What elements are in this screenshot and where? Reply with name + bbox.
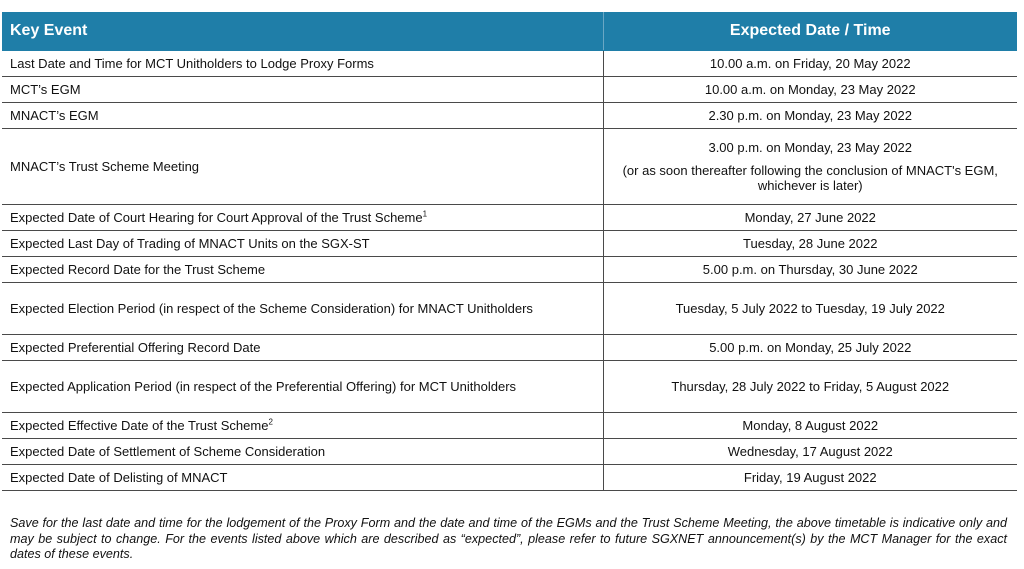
event-cell: Expected Date of Delisting of MNACT [2, 465, 603, 491]
date-cell: Wednesday, 17 August 2022 [603, 439, 1017, 465]
table-row [2, 283, 1017, 335]
event-cell: MNACT’s EGM [2, 103, 603, 129]
date-note: (or as soon thereafter following the conclusion of MNACT's EGM, whichever is later) [622, 163, 998, 193]
date-cell: 2.30 p.m. on Monday, 23 May 2022 [603, 103, 1017, 129]
event-text: Expected Effective Date of the Trust Scheme [10, 418, 269, 433]
key-events-table [2, 12, 1017, 491]
event-cell [2, 413, 603, 439]
header-expected-date: Expected Date / Time [603, 12, 1017, 51]
table-row [2, 51, 1017, 77]
date-cell [603, 129, 1017, 205]
date-cell: 5.00 p.m. on Thursday, 30 June 2022 [603, 257, 1017, 283]
event-cell: Last Date and Time for MCT Unitholders to Lodge Proxy Forms [2, 51, 603, 77]
table-header-row [2, 12, 1017, 51]
event-cell: Expected Preferential Offering Record Date [2, 335, 603, 361]
table-row [2, 77, 1017, 103]
table-row [2, 361, 1017, 413]
event-cell: Expected Last Day of Trading of MNACT Units on the SGX-ST [2, 231, 603, 257]
event-cell: Expected Election Period (in respect of the Scheme Consideration) for MNACT Unitholders [2, 283, 603, 335]
table-row [2, 103, 1017, 129]
date-cell: Friday, 19 August 2022 [603, 465, 1017, 491]
event-text: Expected Date of Court Hearing for Court Approval of the Trust Scheme [10, 210, 423, 225]
date-cell: Thursday, 28 July 2022 to Friday, 5 August 2022 [603, 361, 1017, 413]
event-cell: MNACT’s Trust Scheme Meeting [2, 129, 603, 205]
event-cell: Expected Application Period (in respect of the Preferential Offering) for MCT Unitholders [2, 361, 603, 413]
date-cell: 10.00 a.m. on Monday, 23 May 2022 [603, 77, 1017, 103]
table-row [2, 231, 1017, 257]
date-cell: 5.00 p.m. on Monday, 25 July 2022 [603, 335, 1017, 361]
date-cell: Tuesday, 5 July 2022 to Tuesday, 19 July 2022 [603, 283, 1017, 335]
header-key-event: Key Event [2, 12, 603, 51]
date-cell: Monday, 8 August 2022 [603, 413, 1017, 439]
table-row [2, 413, 1017, 439]
footnote-marker: 2 [268, 417, 273, 427]
date-text: 3.00 p.m. on Monday, 23 May 2022 [708, 140, 913, 155]
table-row [2, 257, 1017, 283]
event-cell: Expected Record Date for the Trust Scheme [2, 257, 603, 283]
date-cell: Monday, 27 June 2022 [603, 205, 1017, 231]
table-row [2, 129, 1017, 205]
table-row [2, 205, 1017, 231]
table-row [2, 335, 1017, 361]
table-row [2, 465, 1017, 491]
date-cell: Tuesday, 28 June 2022 [603, 231, 1017, 257]
event-cell: Expected Date of Settlement of Scheme Consideration [2, 439, 603, 465]
footnote-marker: 1 [422, 209, 428, 219]
timetable-footnote: Save for the last date and time for the lodgement of the Proxy Form and the date and time of the EGMs and the Trust Scheme Meeting, the above timetable is indicative only and may be subject to change. For the events listed above which are described as “expected”, please refer to future SGXNET announcement(s) by the MCT Manager for the exact dates of these events. [10, 516, 1007, 561]
event-cell [2, 205, 603, 231]
date-cell: 10.00 a.m. on Friday, 20 May 2022 [603, 51, 1017, 77]
table-row [2, 439, 1017, 465]
event-cell: MCT’s EGM [2, 77, 603, 103]
